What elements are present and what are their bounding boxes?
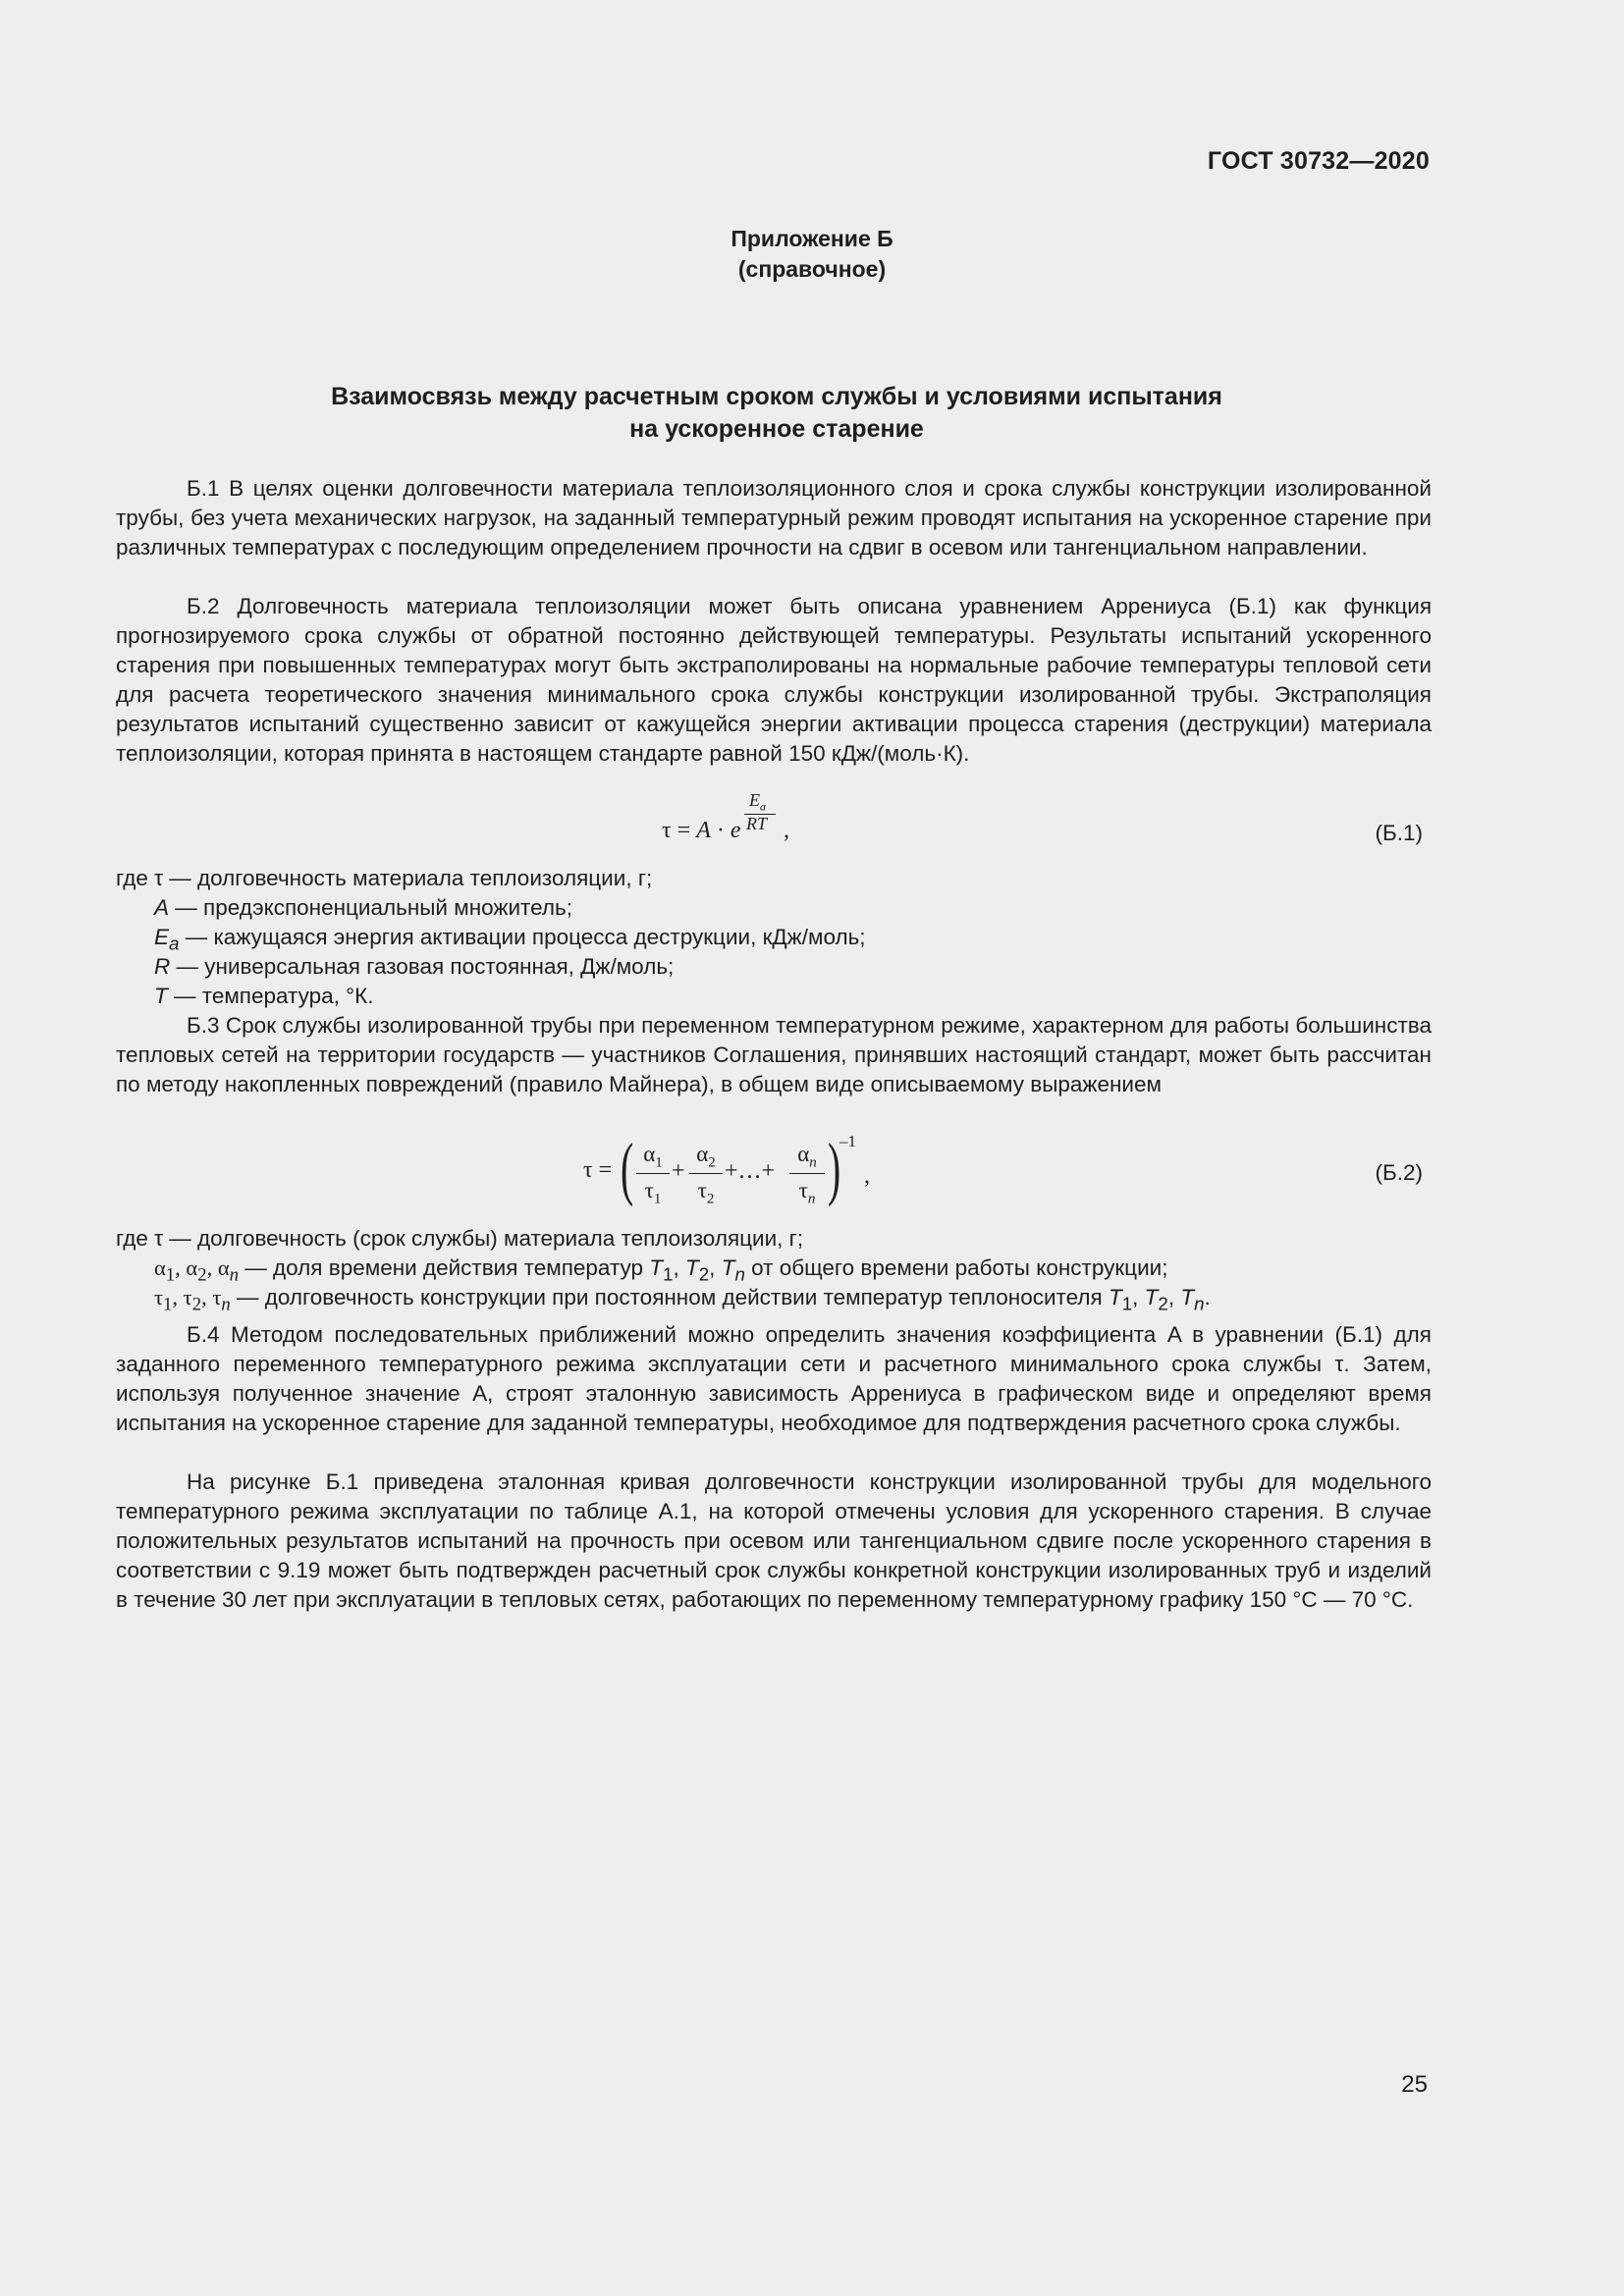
- paragraph-b4: Б.4 Методом последовательных приближений можно определить значения коэффициента A в уравнении (Б.1) для заданного переменного температурного режима эксплуатации сети и расчетного минимального срока службы τ. Затем, используя полученное значение A, строят эталонную зависимость Аррениуса в графическом виде и определяют время испытания на ускоренное старение для заданной температуры, необходимое для подтверждения расчетного срока службы.: [116, 1322, 1432, 1435]
- section-title-line-2: на ускоренное старение: [629, 415, 924, 443]
- paragraph-b5: На рисунке Б.1 приведена эталонная кривая долговечности конструкции изолированной трубы для модельного температурного режима эксплуатации по таблице А.1, на которой отмечены условия для ускоренного старения. В случае положительных результатов испытаний на прочность при осевом или тангенциальном сдвиге после ускоренного старения в соответствии с 9.19 может быть подтвержден расчетный срок службы конкретной конструкции изолированных труб и изделий в течение 30 лет при эксплуатации в тепловых сетях, работающих по переменному температурному графику 150 °С — 70 °С.: [116, 1469, 1432, 1612]
- paragraph-b3: Б.3 Срок службы изолированной трубы при переменном температурном режиме, характерном для работы большинства тепловых сетей на территории государств — участников Соглашения, принявших настоящий стандарт, может быть рассчитан по методу накопленных повреждений (правило Майнера), в общем виде описываемому выражением: [116, 1013, 1432, 1096]
- appendix-type: (справочное): [737, 256, 887, 282]
- standard-designation: ГОСТ 30732—2020: [1207, 147, 1430, 175]
- where1-tau: где τ — долговечность материала теплоизоляции, г;: [116, 866, 653, 890]
- appendix-title: Приложение Б: [731, 226, 893, 251]
- where2-alpha: $\alpha_1$, $\alpha_2$, $\alpha_n$ — доля времени действия температур $T_1$, $T_2$, $T_n$ от общего времени работы конструкции;: [154, 1255, 1168, 1286]
- document-page: ГОСТ 30732—2020 Приложение Б (справочное) Взаимосвязь между расчетным сроком службы и условиями испытания на ускоренное старение Б.1 В целях оценки долговечности материала теплоизоляционного слоя и срока службы конструкции изолированной трубы, без учета механических нагрузок, на заданный температурный режим проводят испытания на ускоренное старение при различных температурах с последующим определением прочности на сдвиг в осевом или тангенциальном направлении. Б.2 Долговечность материала теплоизоляции может быть описана уравнением Аррениуса (Б.1) как функция прогнозируемого срока службы от обратной постоянно действующей температуры. Результаты испытаний ускоренного старения при повышенных температурах могут быть экстраполированы на нормальные рабочие температуры тепловой сети для расчета теоретического значения минимального срока службы конструкции изолированной трубы. Экстраполяция результатов испытаний существенно зависит от кажущейся энергии активации процесса старения (деструкции) материала теплоизоляции, которая принята в настоящем стандарте равной 150 кДж/(моль·К). τ = A · e $E_a$ RT , (Б.1) где τ — долговечность материала теплоизоляции, г; A — предэкспоненциальный множитель; $E_a$ — кажущаяся энергия активации процесса деструкции, кДж/моль; R — универсальная газовая постоянная, Дж/моль; T — температура, °К. Б.3 Срок службы изолированной трубы при переменном температурном режиме, характерном для работы большинства тепловых сетей на территории государств — участников Соглашения, принявших настоящий стандарт, может быть рассчитан по методу накопленных повреждений (правило Майнера), в общем виде описываемому выражением τ = ( $\alpha_1$ $\tau_1$ + $\alpha_2$ $\tau_2$ +…+ $\alpha_n$ $\tau_n$ ) –1 , (Б.2) где τ — долговечность (срок службы) материала теплоизоляции, г; $\alpha_1$, $\alpha_2$, $\alpha_n$ — доля времени действия температур $T_1$, $T_2$, $T_n$ от общего времени работы конструкции; $\tau_1$, $\tau_2$, $\tau_n$ — долговечность конструкции при постоянном действии температур теплоносителя $T_1$, $T_2$, $T_n$. Б.4 Методом последовательных приближений можно определить значения коэффициента A в уравнении (Б.1) для заданного переменного температурного режима эксплуатации сети и расчетного минимального срока службы τ. Затем, используя полученное значение A, строят эталонную зависимость Аррениуса в графическом виде и определяют время испытания на ускоренное старение для заданной температуры, необходимое для подтверждения расчетного срока службы. На рисунке Б.1 приведена эталонная кривая долговечности конструкции изолированной трубы для модельного температурного режима эксплуатации по таблице А.1, на которой отмечены условия для ускоренного старения. В случае положительных результатов испытаний на прочность при осевом или тангенциальном сдвиге после ускоренного старения в соответствии с 9.19 может быть подтвержден расчетный срок службы конкретной конструкции изолированных труб и изделий в течение 30 лет при эксплуатации в тепловых сетях, работающих по переменному температурному графику 150 °С — 70 °С. 25: [0, 0, 1624, 2296]
- appendix-heading: [0, 224, 1624, 285]
- where1-Ea: $E_a$ — кажущаяся энергия активации процесса деструкции, кДж/моль;: [154, 925, 866, 954]
- paragraph-b2: Б.2 Долговечность материала теплоизоляции может быть описана уравнением Аррениуса (Б.1) как функция прогнозируемого срока службы от обратной постоянно действующей температуры. Результаты испытаний ускоренного старения при повышенных температурах могут быть экстраполированы на нормальные рабочие температуры тепловой сети для расчета теоретического значения минимального срока службы конструкции изолированной трубы. Экстраполяция результатов испытаний существенно зависит от кажущейся энергии активации процесса старения (деструкции) материала теплоизоляции, которая принята в настоящем стандарте равной 150 кДж/(моль·К).: [116, 594, 1432, 766]
- page-number: 25: [1401, 2071, 1428, 2098]
- paragraph-b1: Б.1 В целях оценки долговечности материала теплоизоляционного слоя и срока службы конструкции изолированной трубы, без учета механических нагрузок, на заданный температурный режим проводят испытания на ускоренное старение при различных температурах с последующим определением прочности на сдвиг в осевом или тангенциальном направлении.: [116, 476, 1432, 560]
- equation-b1-body: τ = A · e: [662, 818, 741, 843]
- where1-A: A — предэкспоненциальный множитель;: [154, 895, 572, 920]
- equation-b2-number: (Б.2): [1375, 1160, 1423, 1185]
- where1-T: T — температура, °К.: [154, 984, 374, 1008]
- section-title-line-1: Взаимосвязь между расчетным сроком службы и условиями испытания: [331, 383, 1222, 410]
- equation-b1-number: (Б.1): [1375, 821, 1423, 845]
- section-title: [0, 381, 1553, 446]
- where2-taus: $\tau_1$, $\tau_2$, $\tau_n$ — долговечность конструкции при постоянном действии температур теплоносителя $T_1$, $T_2$, $T_n$.: [154, 1285, 1211, 1315]
- where1-R: R — универсальная газовая постоянная, Дж/моль;: [154, 954, 675, 979]
- where2-tau: где τ — долговечность (срок службы) материала теплоизоляции, г;: [116, 1226, 804, 1251]
